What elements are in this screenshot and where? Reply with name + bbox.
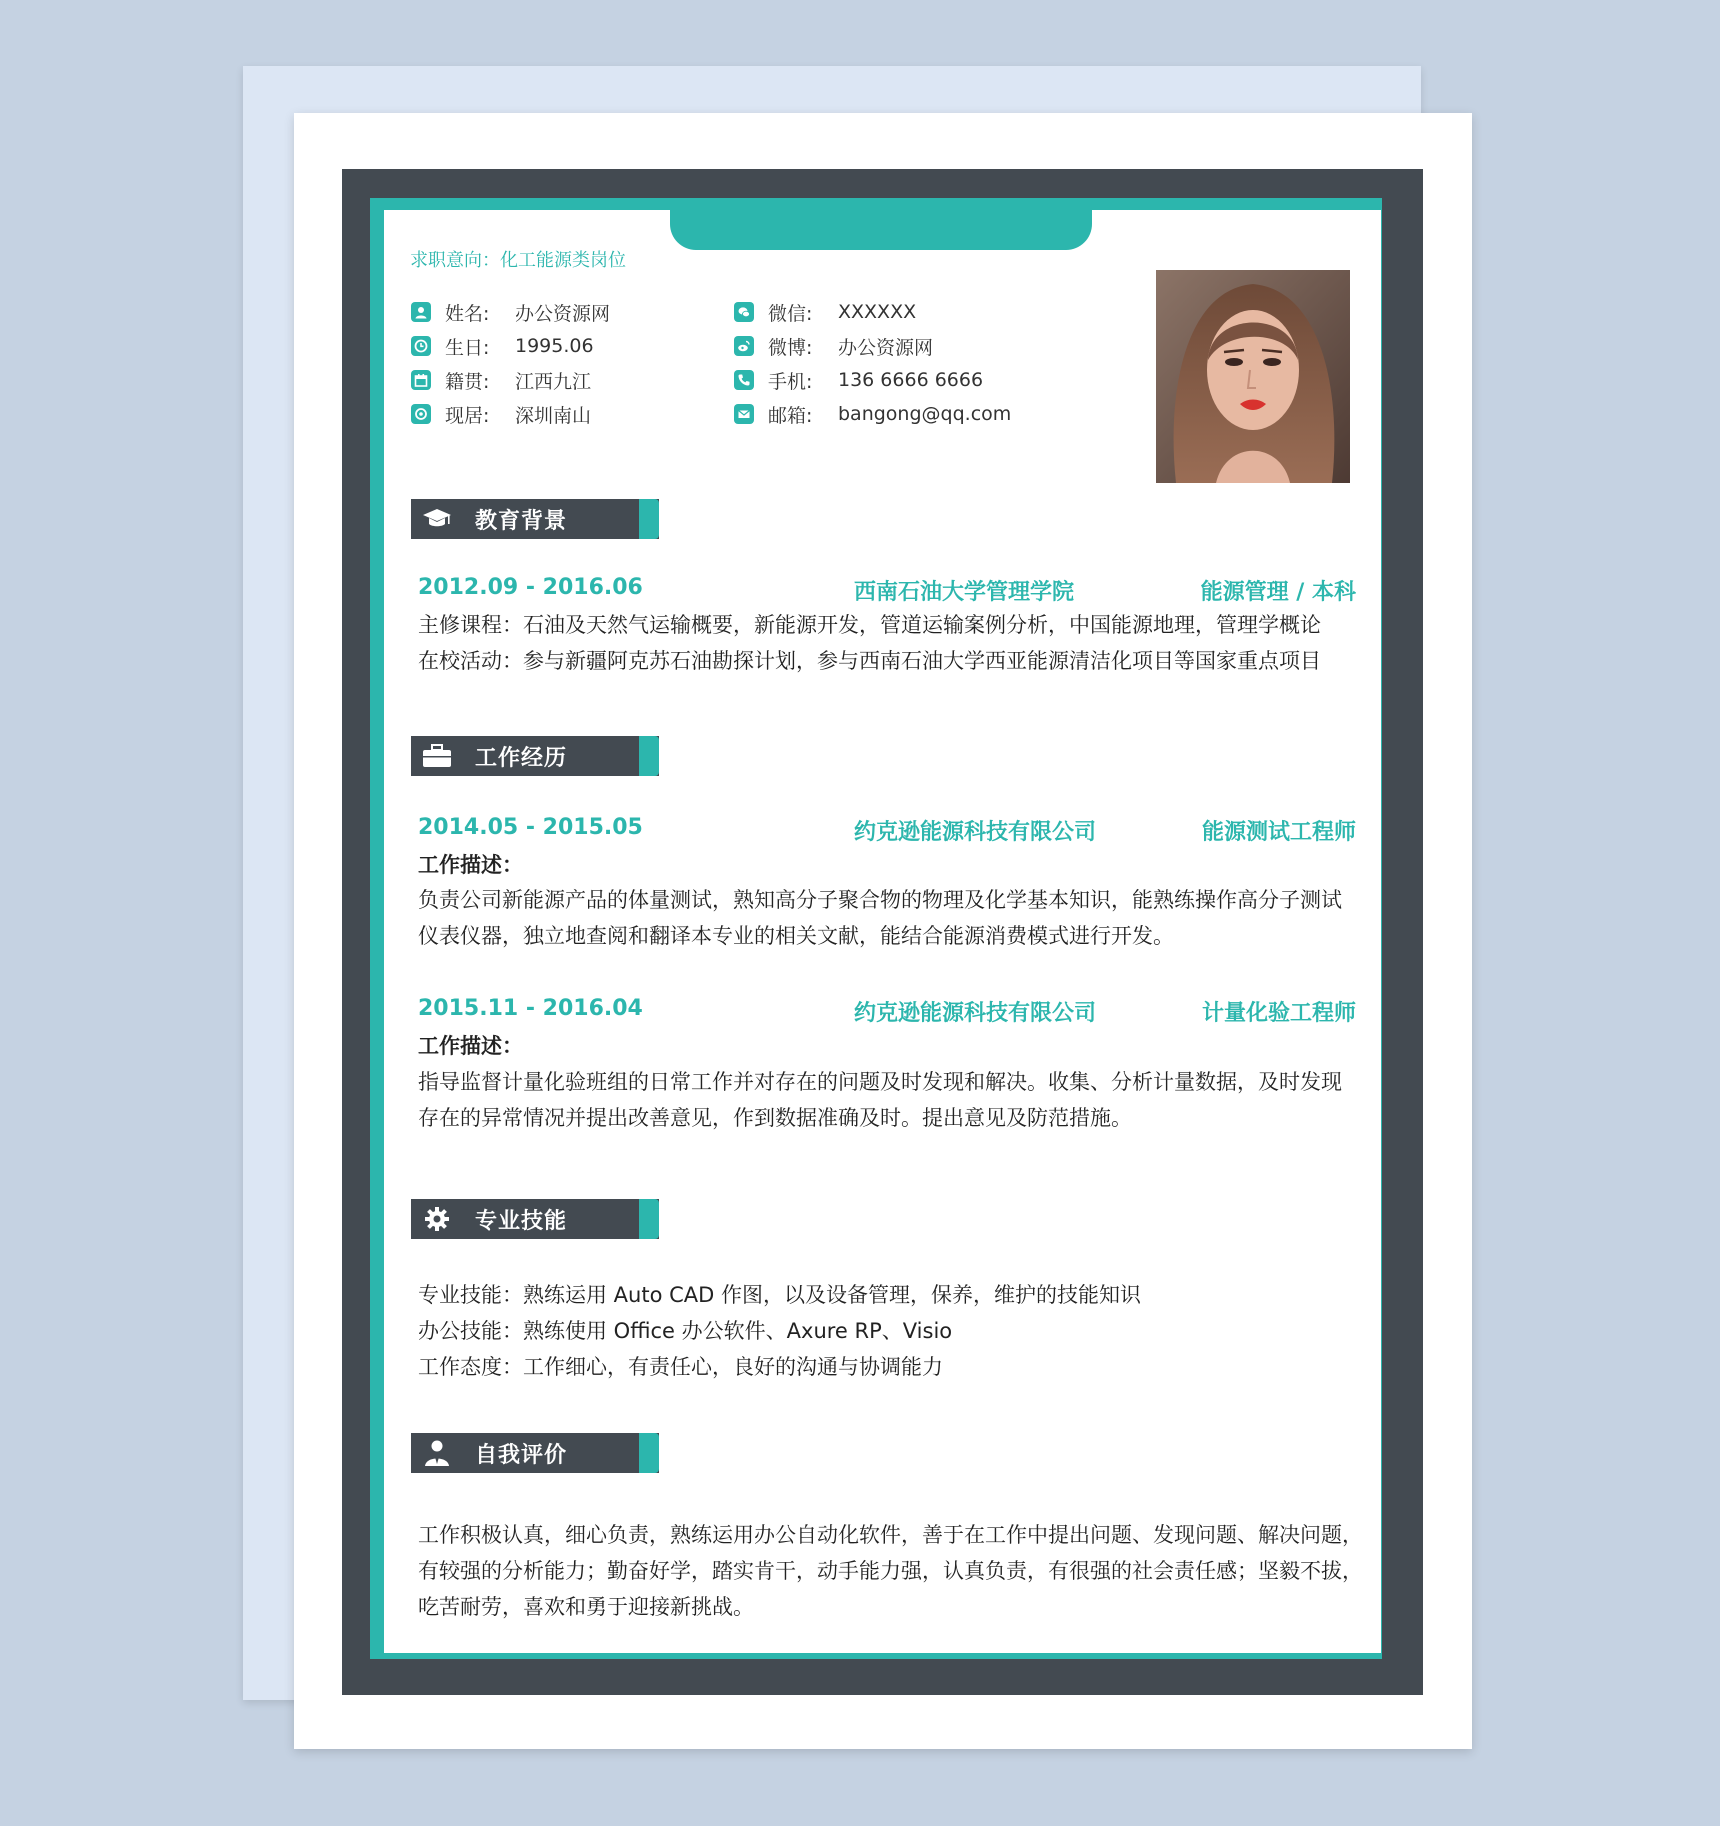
calendar-icon — [411, 370, 431, 390]
info-label: 手机: — [768, 370, 813, 393]
weibo-icon — [734, 336, 754, 356]
phone-icon — [734, 370, 754, 390]
job-intent: 求职意向：化工能源类岗位 — [410, 250, 626, 271]
info-label: 籍贯: — [445, 370, 490, 393]
self-eval-line: 工作积极认真，细心负责，熟练运用办公自动化软件，善于在工作中提出问题、发现问题、解决问题， — [418, 1523, 1363, 1547]
education-line: 在校活动：参与新疆阿克苏石油勘探计划，参与西南石油大学西亚能源清洁化项目等国家重点项目 — [418, 649, 1321, 673]
work-role: 能源测试工程师 — [1201, 820, 1356, 845]
info-label: 微信: — [768, 302, 813, 325]
section-work-header — [411, 736, 659, 776]
education-school: 西南石油大学管理学院 — [854, 580, 1075, 605]
self-eval-line: 吃苦耐劳，喜欢和勇于迎接新挑战。 — [418, 1595, 754, 1619]
self-eval-line: 有较强的分析能力；勤奋好学，踏实肯干，动手能力强，认真负责，有很强的社会责任感；坚毅不拔， — [418, 1559, 1363, 1583]
section-title: 工作经历 — [475, 745, 568, 771]
info-email — [734, 399, 1011, 429]
info-value: 1995.06 — [515, 335, 594, 357]
info-birthday — [411, 331, 594, 361]
user-icon — [411, 302, 431, 322]
work-role: 计量化验工程师 — [1201, 1001, 1356, 1026]
work-company: 约克逊能源科技有限公司 — [854, 820, 1097, 845]
info-value: bangong@qq.com — [838, 403, 1012, 425]
profile-photo — [1156, 270, 1350, 483]
education-major: 能源管理 / 本科 — [1200, 580, 1356, 605]
education-line: 主修课程：石油及天然气运输概要，新能源开发，管道运输案例分析，中国能源地理，管理学概论 — [418, 613, 1321, 637]
info-hometown — [411, 365, 591, 395]
work-period: 2014.05 - 2015.05 — [418, 815, 643, 840]
info-weibo — [734, 331, 933, 361]
section-education-header — [411, 499, 659, 539]
work-desc-label: 工作描述： — [418, 1034, 523, 1058]
gear-icon — [421, 1205, 453, 1233]
education-entry-header — [418, 575, 1356, 607]
info-value: 江西九江 — [515, 370, 592, 393]
info-value: 办公资源网 — [515, 302, 611, 325]
briefcase-icon — [421, 742, 453, 770]
person-tie-icon — [421, 1439, 453, 1467]
info-label: 姓名: — [445, 302, 490, 325]
location-icon — [411, 404, 431, 424]
info-phone — [734, 365, 983, 395]
wechat-icon — [734, 302, 754, 322]
info-wechat — [734, 297, 916, 327]
work-desc-line: 仪表仪器，独立地查阅和翻译本专业的相关文献，能结合能源消费模式进行开发。 — [418, 924, 1174, 948]
work-period: 2015.11 - 2016.04 — [418, 996, 643, 1021]
skill-line: 工作态度：工作细心，有责任心，良好的沟通与协调能力 — [418, 1355, 943, 1379]
header-tab — [670, 210, 1092, 250]
section-title: 自我评价 — [475, 1442, 568, 1468]
info-label: 微博: — [768, 336, 813, 359]
info-name — [411, 297, 610, 327]
education-period: 2012.09 - 2016.06 — [418, 575, 643, 600]
work-desc-line: 负责公司新能源产品的体量测试，熟知高分子聚合物的物理及化学基本知识，能熟练操作高分子测试 — [418, 888, 1342, 912]
info-label: 生日: — [445, 336, 490, 359]
info-residence — [411, 399, 591, 429]
info-value: 136 6666 6666 — [838, 369, 984, 391]
graduation-cap-icon — [421, 505, 453, 533]
work-desc-line: 指导监督计量化验班组的日常工作并对存在的问题及时发现和解决。收集、分析计量数据，及时发现 — [418, 1070, 1342, 1094]
info-value: XXXXXX — [838, 301, 917, 323]
section-title: 教育背景 — [475, 508, 568, 534]
work-company: 约克逊能源科技有限公司 — [854, 1001, 1097, 1026]
resume-content — [384, 210, 1381, 1653]
skill-line: 专业技能：熟练运用 Auto CAD 作图，以及设备管理，保养，维护的技能知识 — [418, 1283, 1141, 1307]
work-desc-line: 存在的异常情况并提出改善意见，作到数据准确及时。提出意见及防范措施。 — [418, 1106, 1132, 1130]
work-entry-header — [418, 815, 1356, 847]
info-value: 深圳南山 — [515, 404, 592, 427]
clock-icon — [411, 336, 431, 356]
info-label: 邮箱: — [768, 404, 813, 427]
section-title: 专业技能 — [475, 1208, 568, 1234]
info-label: 现居: — [445, 404, 490, 427]
info-value: 办公资源网 — [838, 336, 934, 359]
section-self-header — [411, 1433, 659, 1473]
mail-icon — [734, 404, 754, 424]
skill-line: 办公技能：熟练使用 Office 办公软件、Axure RP、Visio — [418, 1319, 953, 1343]
work-desc-label: 工作描述： — [418, 853, 523, 877]
section-skills-header — [411, 1199, 659, 1239]
work-entry-header — [418, 996, 1356, 1028]
